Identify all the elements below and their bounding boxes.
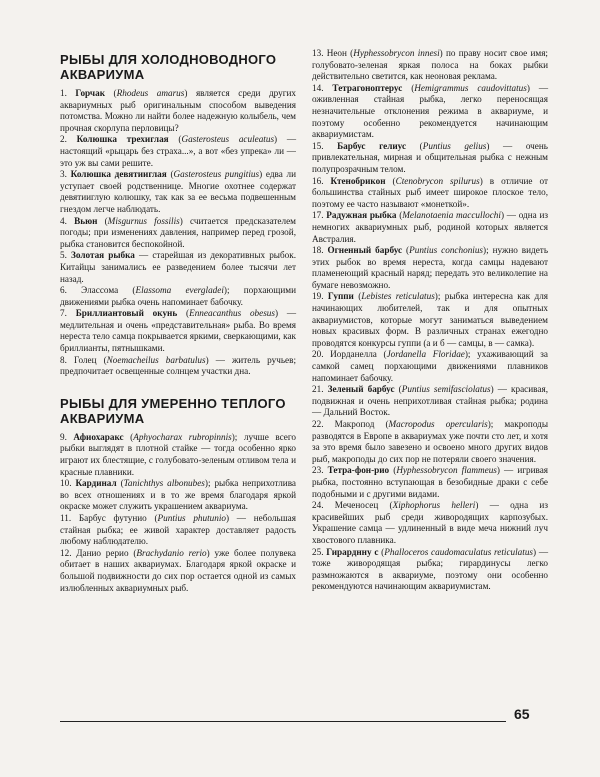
entry-number: 17. — [312, 210, 324, 221]
entry-description: ); нужно видеть этих рыбок во время нереста, когда самцы надевают пламенеющий красный наряд; передать это великолепие на бумаге невозможно. — [312, 245, 549, 290]
entry-description: ); ухаживающий за самкой самец порхающими движениями плавников напоминает бабочку. — [312, 349, 548, 383]
fish-entry — [312, 349, 548, 384]
latin-name: Puntius conchonius — [409, 245, 484, 256]
fish-entry — [60, 169, 296, 215]
fish-entry — [60, 355, 296, 378]
entry-number: 24. — [312, 500, 324, 511]
entry-number: 25. — [312, 546, 324, 557]
fish-entry — [312, 141, 548, 176]
entry-prefix: ( — [378, 546, 385, 557]
fish-entry — [312, 83, 548, 141]
entry-description: ) — настоящий «рыцарь без страха...», а вот «без упрека» ли — это уж вы сами решите. — [60, 134, 297, 168]
entry-prefix: Данио рерио ( — [76, 547, 137, 558]
entry-prefix: ( — [177, 308, 190, 319]
entry-number: 3. — [60, 169, 67, 180]
latin-name: Aphyocharax rubropinnis — [133, 431, 232, 442]
entry-number: 2. — [60, 134, 67, 145]
entry-prefix: ( — [166, 169, 174, 180]
entry-number: 21. — [312, 384, 324, 395]
fish-name: Ктенобрикон — [330, 175, 386, 186]
fish-name: Кардинал — [75, 478, 117, 489]
entry-prefix: ( — [389, 465, 397, 476]
fish-name: Барбус гелиус — [337, 140, 407, 151]
entry-number: 10. — [60, 478, 72, 489]
entry-description: ) — небольшая стайная рыбка; ее живой характер доставляет радость любому наблюдателю. — [60, 513, 296, 547]
latin-name: Misgurnus fossilis — [107, 215, 180, 226]
fish-entry — [60, 513, 296, 548]
latin-name: Puntius semifasciolatus — [401, 384, 491, 395]
entry-prefix: Макропод ( — [334, 419, 389, 429]
left-column — [60, 48, 296, 594]
entry-prefix: Иорданелла ( — [330, 349, 387, 360]
entry-prefix: ( — [168, 134, 182, 145]
latin-name: Phalloceros caudomaculatus reticulatus — [384, 546, 533, 557]
entry-description: ) — очень привлекательная, мирная и общительная рыбка с нежным полупрозрачным телом. — [312, 140, 548, 174]
latin-name: Melanotaenia maccullochi — [402, 210, 501, 221]
entry-description: ) едва ли уступает своей родственнице. Многие охотнее содержат девятииглую колюшку, так как за ее весьма подвешенным гнездом легче наблюдать. — [60, 169, 297, 214]
latin-name: Elassoma evergladei — [135, 285, 224, 296]
fish-entry — [60, 216, 296, 251]
entry-description: ) — игривая рыбка, постоянно вступающая в безобидные драки с себе подобными и с другими видами. — [312, 465, 549, 499]
fish-name: Колюшка девятииглая — [70, 169, 167, 180]
latin-name: Jordanella Floridae — [386, 349, 465, 360]
latin-name: Macropodus opercularis — [388, 419, 488, 429]
fish-name: Тетра-фон-рио — [327, 465, 390, 476]
entry-number: 18. — [312, 245, 324, 256]
entry-prefix: ( — [406, 140, 423, 151]
fish-entry — [312, 210, 548, 245]
fish-entry — [312, 245, 548, 291]
entry-number: 15. — [312, 140, 324, 151]
footer-rule — [60, 721, 506, 722]
fish-name: Горчак — [75, 88, 106, 98]
fish-name: Золотая рыбка — [71, 250, 135, 261]
entry-description: ); порхающими движениями рыбка очень напоминает бабочку. — [60, 285, 296, 307]
fish-entry — [60, 250, 296, 285]
fish-name: Бриллиантовый окунь — [75, 308, 178, 319]
fish-entry — [60, 478, 296, 513]
latin-name: Gasterosteus pungitius — [173, 169, 260, 180]
fish-entry — [312, 291, 548, 349]
entry-number: 23. — [312, 465, 324, 476]
entry-prefix: Неон ( — [326, 48, 354, 58]
right-fish-list — [312, 48, 548, 593]
entry-description: ) — одна из красивейших рыб среди живородящих карпозубых. Украшение самца — удлиненный в виде меча нижний луч хвостового плавника. — [312, 500, 548, 545]
entry-description: ) — одна из немногих аквариумных рыб, родиной которых является Австралия. — [312, 210, 548, 244]
entry-prefix: Голец ( — [73, 354, 107, 365]
latin-name: Noemacheilus barbatulus — [106, 354, 206, 365]
cold-fish-list — [60, 88, 296, 378]
fish-name: Тетрагоноптерус — [332, 82, 403, 93]
fish-entry — [60, 308, 296, 354]
entry-description: ); лучше всего рыбки выглядят в плотной стайке — тогда особенно ярко играют их блестящие, с голубовато-зеленым отливом тела и красные плавники. — [60, 431, 297, 477]
fish-entry — [312, 384, 548, 419]
fish-entry — [312, 419, 548, 465]
fish-entry — [60, 432, 296, 478]
fish-name: Зеленый барбус — [327, 384, 395, 395]
latin-name: Hemigrammus caudovittatus — [414, 82, 527, 93]
entry-number: 20. — [312, 349, 324, 360]
warm-fish-list — [60, 432, 296, 594]
entry-description: ); рыбка интересна как для начинающих любителей, так и для опытных аквариумистов, которые могут заниматься выведением новых красивых форм. В различных странах ежегодно проводятся конкурсы гуппи (а и б — самцы, в — самка). — [312, 291, 549, 348]
entry-prefix: ( — [396, 210, 403, 221]
fish-name: Афиохаракс — [73, 431, 124, 442]
fish-entry — [60, 88, 296, 134]
latin-name: Hyphessobrycon innesi — [353, 48, 440, 58]
latin-name: Xiphophorus helleri — [392, 500, 476, 511]
latin-name: Tanichthys albonubes — [123, 478, 205, 489]
latin-name: Rhodeus amarus — [116, 88, 185, 98]
entry-prefix: ( — [385, 175, 396, 186]
entry-prefix: ( — [116, 478, 124, 489]
fish-name: Огненный барбус — [327, 245, 403, 256]
entry-description: ) — тоже живородящая рыбка; гирардинусы легко размножаются в аквариуме, поэтому они особенно рекомендуются начинающим аквариумистам. — [312, 546, 549, 592]
entry-number: 12. — [60, 547, 72, 558]
entry-prefix: ( — [105, 88, 117, 98]
latin-name: Puntius gelius — [422, 140, 487, 151]
entry-prefix: ( — [402, 82, 415, 93]
entry-description: — старейшая из декоративных рыбок. Китайцы занимались ее разведением более тысячи лет назад. — [60, 250, 297, 284]
entry-prefix: ( — [402, 245, 410, 256]
entry-prefix: ( — [123, 431, 134, 442]
entry-description: ); макроподы разводятся в Европе в аквариумах уже почти сто лет, и хотя за это время было завезено и освоено много других видов рыб, макроподы до сих пор не потеряли своего значения. — [312, 419, 548, 464]
latin-name: Gasterosteus aculeatus — [181, 134, 275, 145]
entry-prefix: Элассома ( — [81, 285, 136, 296]
page-number: 65 — [514, 706, 530, 722]
fish-name: Гуппи — [327, 291, 354, 302]
entry-description: ) в отличие от большинства стайных рыб имеет широкое плоское тело, поэтому ее часто называют «монеткой». — [312, 175, 549, 209]
entry-number: 8. — [60, 354, 67, 365]
entry-number: 16. — [312, 175, 324, 186]
entry-description: ) — житель ручьев; предпочитает освещенные солнцем участки дна. — [60, 354, 296, 377]
latin-name: Enneacanthus obesus — [189, 308, 275, 319]
fish-name: Колюшка трехиглая — [76, 134, 169, 145]
entry-prefix: Барбус футунио ( — [78, 513, 158, 523]
entry-description: ) — оживленная стайная рыбка, легко переносящая незначительные отклонения режима в аквариуме, и поэтому особенно рекомендуется начинающим аквариумистам. — [312, 82, 549, 140]
entry-number: 11. — [60, 513, 72, 523]
entry-number: 9. — [60, 431, 67, 442]
fish-entry — [60, 134, 296, 169]
entry-number: 7. — [60, 308, 67, 319]
fish-name: Радужная рыбка — [326, 210, 397, 221]
entry-description: ) — красивая, подвижная и очень неприхотливая стайная рыбка; родина — Дальний Восток. — [312, 384, 548, 418]
fish-entry — [312, 48, 548, 83]
entry-number: 22. — [312, 419, 324, 429]
heading-cold-water: РЫБЫ ДЛЯ ХОЛОДНОВОДНОГО АКВАРИУМА — [60, 52, 277, 82]
fish-name: Вьюн — [74, 215, 98, 226]
entry-description: ) — медлительная и очень «представительная» рыба. Во время нереста тело самца покрывается яркими, сверкающими, как бриллианты, пятнышками. — [60, 308, 297, 354]
latin-name: Puntius phutunio — [157, 513, 227, 523]
entry-number: 6. — [60, 285, 67, 296]
latin-name: Brachydanio rerio — [136, 547, 207, 558]
fish-entry — [312, 547, 548, 593]
entry-description: ) считается предсказателем погоды; при изменениях давления, например перед грозой, рыбка становится беспокойной. — [60, 215, 296, 249]
entry-number: 19. — [312, 291, 324, 302]
entry-description: ) является среди других аквариумных рыб оригинальным способом выведения потомства. Можно ли найти более надежную колыбель, чем прочная скорлупа перловицы? — [60, 88, 297, 133]
fish-entry — [60, 548, 296, 594]
entry-prefix: Меченосец ( — [334, 500, 393, 511]
entry-number: 4. — [60, 215, 67, 226]
entry-description: ); рыбка неприхотлива во всех отношениях и в то же время благодаря яркой окраске может служить украшением аквариума. — [60, 478, 296, 512]
entry-prefix: ( — [353, 291, 362, 302]
fish-name: Гирарднну с — [326, 546, 379, 557]
latin-name: Hyphessobrycon flammeus — [396, 465, 497, 476]
fish-entry — [60, 285, 296, 308]
heading-warm-water: РЫБЫ ДЛЯ УМЕРЕННО ТЕПЛОГО АКВАРИУМА — [60, 395, 286, 426]
entry-number: 13. — [312, 48, 324, 58]
latin-name: Lebistes reticulatus — [361, 291, 435, 302]
fish-entry — [312, 500, 548, 546]
entry-number: 1. — [60, 88, 67, 98]
entry-description: ) уже более полувека обитает в наших аквариумах. Благодаря яркой окраске и большой подвижности до сих пор остается одной из самых излюбленных аквариумных рыб. — [60, 547, 297, 593]
entry-number: 5. — [60, 250, 67, 261]
fish-entry — [312, 465, 548, 500]
entry-description: ) по праву носит свое имя; голубовато-зеленая яркая полоса на боках рыбки действительно светится, как неоновая реклама. — [312, 48, 548, 82]
latin-name: Ctenobrycon spilurus — [395, 175, 480, 186]
fish-entry — [312, 176, 548, 211]
right-column — [312, 48, 548, 593]
entry-number: 14. — [312, 82, 324, 93]
entry-prefix: ( — [394, 384, 402, 395]
entry-prefix: ( — [97, 215, 108, 226]
